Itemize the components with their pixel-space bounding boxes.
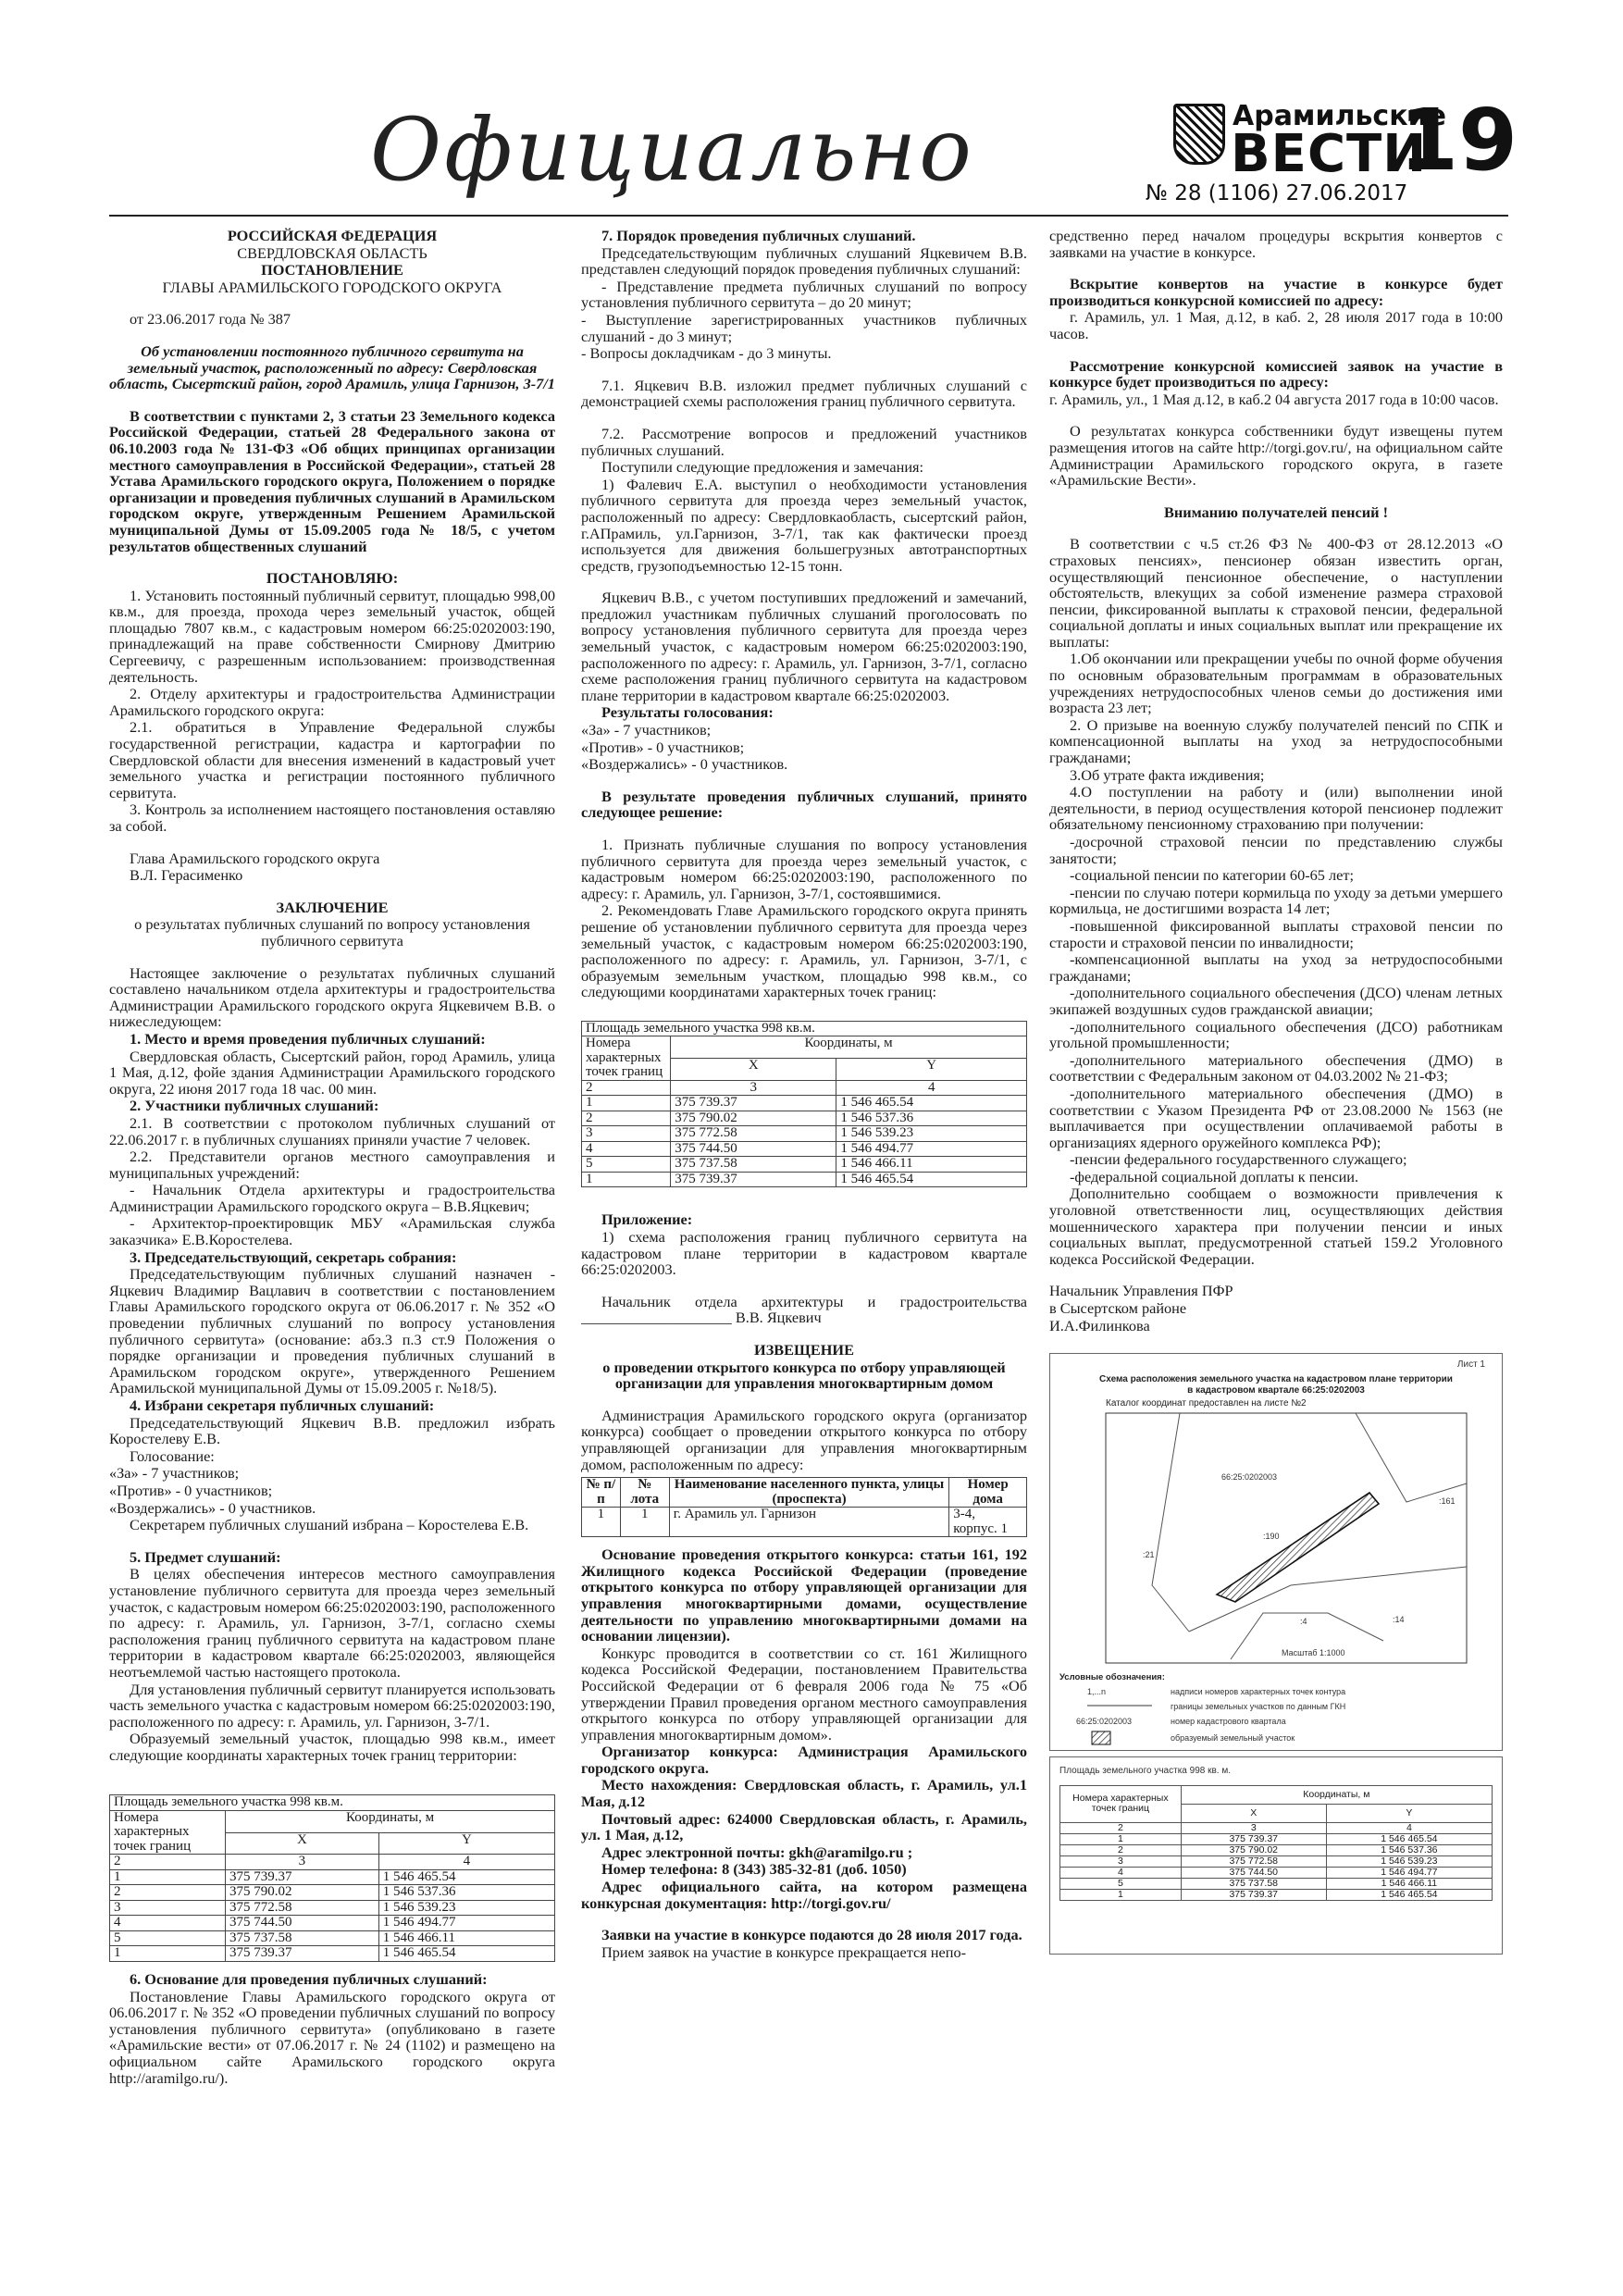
table-header: X <box>226 1832 379 1855</box>
paragraph: Для установления публичный сервитут планируется использовать часть земельного участка с кадастровым номером 66:25:0202003:190, расположенного по адресу: г. Арамиль, ул. Гарнизон, 3-7/1. <box>109 1680 555 1731</box>
coat-of-arms-icon <box>1173 104 1225 165</box>
table-row: 1 375 739.37 1 546 465.54 <box>1060 1833 1493 1844</box>
sheet-label: Лист 1 <box>1456 1359 1485 1371</box>
table-row: 3 375 772.58 1 546 539.23 <box>1060 1855 1493 1867</box>
section-title: Официально <box>370 100 974 201</box>
table-header: Номера характерных точек границ <box>110 1810 226 1855</box>
list-item: 4.О поступлении на работу и (или) выполнении иной деятельности, в период осуществления которой пенсионер подлежит обязательному пенсионному страхованию при получении: <box>1049 783 1503 834</box>
list-item: -пенсии федерального государственного служащего; <box>1070 1150 1407 1169</box>
signature: И.А.Филинкова <box>1049 1316 1150 1334</box>
subheading: Приложение: <box>601 1210 693 1229</box>
list-item: -дополнительного материального обеспечения (ДМО) в соответствии с Указом Президента РФ от 23.08.2000 № 1563 (не выплачивается при осуществлении оплачиваемой работы в организациях ядерного оружейного комплекса РФ); <box>1049 1084 1503 1151</box>
paragraph: Яцкевич В.В., с учетом поступивших предложений и замечаний, предложил участникам публичных слушаний проголосовать по вопросу установления публичного сервитута для проезда через земельный участок, с кадастровым номером 66:25:0202003:190, расположенного по адресу: г. Арамиль, ул. Гарнизон, 3-7/1, согласно схеме расположения границ публичного сервитута на кадастровом плане территории в кадастровом квартале 66:25:0202003. <box>581 589 1027 704</box>
signature-name: В.Л. Герасименко <box>130 866 243 885</box>
paragraph: 1. Признать публичные слушания по вопросу установления публичного сервитута для проезда через земельный участок, с кадастровым номером 66:25:0202003:190, расположенного по адресу: г. Арамиль, ул. Гарнизон, 3-7/1, состоявшимися. <box>581 836 1027 902</box>
paragraph: средственно перед началом процедуры вскрытия конвертов с заявками на участие в конкурсе. <box>1049 228 1503 261</box>
list-item: -компенсационной выплаты на уход за нетрудоспособными гражданами; <box>1049 950 1503 985</box>
paragraph: Голосование: <box>130 1446 215 1465</box>
scheme-sheet-2 <box>1049 1756 1503 1955</box>
parcel-label: :21 <box>1143 1550 1155 1560</box>
preamble: В соответствии с пунктами 2, 3 статьи 23 Земельного кодекса Российской Федерации, статьей 28 Федерального закона от 06.10.2003 года № 131-ФЗ «Об общих принципах организации местного самоуправления в Российской Федерации», статьей 28 Устава Арамильского городского округа, Положением о порядке организации и проведения публичных слушаний в Арамильском городском округе, утвержденным Решением Арамильской муниципальной Думы от 15.09.2005 года № 18/5, с учетом результатов общественных слушаний <box>109 406 555 555</box>
logo-top-text: Арамильские <box>1233 100 1446 132</box>
signature: Начальник Управления ПФР <box>1049 1282 1233 1300</box>
paragraph: 1) Фалевич Е.А. выступил о необходимости установления публичного сервитута для проезда через земельный участок, расположенный по адресу: Свердловкаобласть, сысертский район, г.АПрамиль, ул.Гарнизон, 3-7/1, так как фактически проезд используется для движения большегрузных автотранспортных средств, грузоподъемностью 12-15 тонн. <box>581 475 1027 575</box>
table-row: 2 375 790.02 1 546 537.36 <box>1060 1844 1493 1855</box>
doc-header-4: ГЛАВЫ АРАМИЛЬСКОГО ГОРОДСКОГО ОКРУГА <box>162 278 502 296</box>
scheme-drawing <box>1050 1354 1502 1750</box>
svg-text:номер кадастрового квартала: номер кадастрового квартала <box>1171 1717 1286 1727</box>
table-row: 5 375 737.58 1 546 466.11 <box>110 1930 555 1946</box>
page-header <box>0 0 1623 222</box>
cadastral-scheme <box>1049 1353 1503 1751</box>
coords-table-3: Номера характерных точек границ Координаты, м X Y 2 3 4 1 375 739.37 1 546 465.54 2 375 790.02 1 546 537.36 3 375 772.58 1 546 539.23 4 375 744.50 1 546 494.77 5 375 737.58 1 546 466.11 1 375 739.37 1 546 465.54 <box>1059 1785 1493 1901</box>
table-row: 5 375 737.58 1 546 466.11 <box>582 1157 1027 1173</box>
scheme-title-2: в кадастровом квартале 66:25:0202003 <box>1187 1385 1365 1396</box>
svg-text:66:25:0202003: 66:25:0202003 <box>1076 1717 1133 1727</box>
paragraph: Председательствующим публичных слушаний Яцкевичем В.В. представлен следующий порядок проведения публичных слушаний: <box>581 243 1027 279</box>
paragraph: Номер телефона: 8 (343) 385-32-81 (доб. 1050) <box>601 1860 907 1879</box>
subheading: 1. Место и время проведения публичных слушаний: <box>130 1029 486 1048</box>
table-header: Координаты, м <box>671 1036 1027 1059</box>
signature: Начальник отдела архитектуры и градостроительства ____________________ В.В. Яцкевич <box>581 1292 1027 1327</box>
paragraph: г. Арамиль, ул., 1 Мая д.12, в каб.2 04 августа 2017 года в 10:00 часов. <box>1049 390 1499 408</box>
paragraph: Секретарем публичных слушаний избрана – Коростелева Е.В. <box>130 1516 529 1534</box>
signature: в Сысертском районе <box>1049 1299 1187 1318</box>
table-header: X <box>671 1059 836 1081</box>
issue-info: № 28 (1106) 27.06.2017 <box>1146 181 1408 205</box>
table-row: 1 375 739.37 1 546 465.54 <box>582 1096 1027 1111</box>
subheading: В результате проведения публичных слушаний, принято следующее решение: <box>581 787 1027 822</box>
parcel-label: :14 <box>1393 1615 1405 1625</box>
paragraph: Администрация Арамильского городского округа (организатор конкурса) сообщает о проведении открытого конкурса по отбору управляющей организации для управления многоквартирным домом, расположенным по адресу: <box>581 1406 1027 1473</box>
paragraph: 1. Установить постоянный публичный сервитут, площадью 998,00 кв.м., для проезда, прохода через земельный участок, общей площадью 7807 кв.м., с кадастровым номером 66:25:0202003:190, принадлежащий на праве собственности Смирнову Дмитрию Сергеевичу, с разрешенным использованием: производственная деятельность. <box>109 586 555 686</box>
scale-label: Масштаб 1:1000 <box>1282 1648 1345 1658</box>
parcel-label: :190 <box>1263 1532 1280 1542</box>
list-item: 3.Об утрате факта иждивения; <box>1070 765 1265 784</box>
list-item: -дополнительного социального обеспечения (ДСО) членам летных экипажей воздушных судов гражданской авиации; <box>1049 984 1503 1018</box>
table-caption: Площадь земельного участка 998 кв. м. <box>1059 1766 1231 1777</box>
paragraph: Заявки на участие в конкурсе подаются до 28 июля 2017 года. <box>601 1926 1022 1944</box>
svg-text:надписи номеров характерных то: надписи номеров характерных точек контура <box>1171 1687 1346 1697</box>
table-row: 1 375 739.37 1 546 465.54 <box>110 1869 555 1885</box>
paragraph: Конкурс проводится в соответствии со ст. 161 Жилищного кодекса Российской Федерации, постановлением Правительства Российской Федерации от 6 февраля 2006 года № 75 «Об утверждении Правил проведения органом местного самоуправления открытого конкурса по отбору управляющей организации для управления многоквартирным домом». <box>581 1644 1027 1744</box>
vote-line: «Воздержались» - 0 участников. <box>109 1498 316 1517</box>
paragraph: Свердловская область, Сысертский район, город Арамиль, улица 1 Мая, д.12, фойе здания Администрации Арамильского городского округа, 22 июня 2017 года 18 час. 00 мин. <box>109 1047 555 1098</box>
paragraph: О результатах конкурса собственники будут извещены путем размещения итогов на сайте http://torgi.gov.ru/, на официальном сайте Администрации Арамильского городского округа, в газете «Арамильские Вести». <box>1049 422 1503 490</box>
vote-line: «Против» - 0 участников; <box>581 738 745 756</box>
notice-title: ИЗВЕЩЕНИЕ <box>754 1341 854 1359</box>
paragraph: Дополнительно сообщаем о возможности привлечения к уголовной ответственности лиц, осуществляющих действия мошеннического характера при получении пенсии и иных социальных выплат, предусмотренной статьей 159.2 Уголовного кодекса Российской Федерации. <box>1049 1185 1503 1268</box>
doc-header-3: ПОСТАНОВЛЕНИЕ <box>261 261 403 279</box>
paragraph: В целях обеспечения интересов местного самоуправления установление публичного сервитута для проезда через земельный участок, с кадастровым номером 66:25:0202003:190, расположенного по адресу: г. Арамиль, ул. Гарнизон, 3-7/1, согласно схемы расположения границ публичного сервитута на кадастровом плане территории в кадастровом квартале 66:25:0202003, являющейся неотъемлемой частью настоящего протокола. <box>109 1565 555 1681</box>
table-header: Y <box>378 1832 554 1855</box>
subheading: 4. Избрани секретаря публичных слушаний: <box>130 1396 435 1414</box>
subheading: 5. Предмет слушаний: <box>130 1547 281 1566</box>
table-cell: 2 <box>110 1855 226 1870</box>
table-header: Наименование населенного пункта, улицы (проспекта) <box>669 1478 949 1508</box>
quarter-label: 66:25:0202003 <box>1221 1472 1278 1483</box>
paragraph: Настоящее заключение о результатах публичных слушаний составлено начальником отдела архитектуры и градостроительства Администрации Арамильского городского округа Яцкевичем В.В. о нижеследующем: <box>109 963 555 1031</box>
doc-date: от 23.06.2017 года № 387 <box>130 310 291 329</box>
table-cell: 3 <box>671 1080 836 1096</box>
coords-table-2 <box>581 1021 1027 1188</box>
table-row: 1 375 739.37 1 546 465.54 <box>582 1172 1027 1187</box>
table-header: № лота <box>620 1478 669 1508</box>
vote-line: «За» - 7 участников; <box>109 1464 240 1483</box>
subheading: 7. Порядок проведения публичных слушаний. <box>601 228 916 244</box>
table-header: Номер дома <box>949 1478 1027 1508</box>
table-row: 4 375 744.50 1 546 494.77 <box>582 1141 1027 1157</box>
parcel-label: :161 <box>1439 1496 1456 1507</box>
paragraph: Прием заявок на участие в конкурсе прекращается непо- <box>601 1942 967 1961</box>
table-header: Координаты, м <box>226 1810 555 1832</box>
column-2 <box>581 228 1027 2264</box>
list-item: 1.Об окончании или прекращении учебы по очной форме обучения по основным образовательным программам в образовательных учреждениях нетрудоспособных членов семьи до достижения ими возраста 23 лет; <box>1049 650 1503 717</box>
vote-line: «Против» - 0 участников; <box>109 1481 273 1499</box>
list-item: 2. О призыве на военную службу получателей пенсий по СПК и компенсационной выплаты на уход за нетрудоспособными гражданами; <box>1049 715 1503 767</box>
table-row: 5 375 737.58 1 546 466.11 <box>1060 1878 1493 1889</box>
doc-title: Об установлении постоянного публичного сервитута на земельный участок, расположенный по адресу: Свердловская область, Сысертский район, город Арамиль, улица Гарнизон, 3-7/1 <box>109 341 555 393</box>
list-item: -федеральной социальной доплаты к пенсии. <box>1070 1167 1359 1185</box>
table-row: 3 375 772.58 1 546 539.23 <box>582 1126 1027 1142</box>
table-row: 1 375 739.37 1 546 465.54 <box>110 1946 555 1962</box>
svg-text:образуемый земельный участок: образуемый земельный участок <box>1171 1733 1295 1744</box>
paragraph: Председательствующий Яцкевич В.В. предложил избрать Коростелеву Е.В. <box>109 1413 555 1448</box>
table-cell: 4 <box>378 1855 554 1870</box>
header-rule <box>109 215 1508 217</box>
doc-header-2: СВЕРДЛОВСКАЯ ОБЛАСТЬ <box>237 243 427 262</box>
doc-header-1: РОССИЙСКАЯ ФЕДЕРАЦИЯ <box>227 228 438 244</box>
coords-table-1 <box>109 1794 555 1962</box>
subheading: 3. Председательствующий, секретарь собрания: <box>130 1247 457 1266</box>
table-cell: 2 <box>582 1080 671 1096</box>
subheading: Рассмотрение конкурсной комиссией заявок на участие в конкурсе будет производиться по адресу: <box>1049 356 1503 391</box>
lot-table <box>581 1477 1027 1537</box>
paragraph: 2. Рекомендовать Главе Арамильского городского округа принять решение об установлении публичного сервитута для проезда через земельный участок, с кадастровым номером 66:25:0202003:190, расположенного по адресу: г. Арамиль, ул. Гарнизон, 3-7/1, с образуемым земельным участком, площадью 998 кв.м., со следующими координатами характерных точек границ: <box>581 901 1027 1001</box>
paragraph: 2.2. Представители органов местного самоуправления и муниципальных учреждений: <box>109 1148 555 1182</box>
table-row: 3 375 772.58 1 546 539.23 <box>110 1900 555 1916</box>
table-row: 4 375 744.50 1 546 494.77 <box>110 1916 555 1931</box>
paragraph: Основание проведения открытого конкурса: статьи 161, 192 Жилищного кодекса Российской Федерации (проведение открытого конкурса по отбору управляющей организации для управления многоквартирными домами, осуществление деятельности по управлению многоквартирными домами на основании лицензии). <box>581 1545 1027 1645</box>
vote-line: «За» - 7 участников; <box>581 721 712 739</box>
table-row: 1 1 г. Арамиль ул. Гарнизон 3-4, корпус. 1 <box>582 1508 1027 1537</box>
table-header: Y <box>836 1059 1027 1081</box>
subheading: Вскрытие конвертов на участие в конкурсе будет производиться конкурсной комиссией по адресу: <box>1049 275 1503 309</box>
paragraph: Адрес официального сайта, на котором размещена конкурсная документация: http://torgi.gov.ru/ <box>581 1878 1027 1912</box>
signature-title: Глава Арамильского городского округа <box>130 849 380 867</box>
paragraph: Председательствующим публичных слушаний назначен - Яцкевич Владимир Вацлавич в соответствии с постановлением Главы Арамильского городского округа от 06.06.2017 г. № 352 «О проведении публичных слушаний по вопросу установления публичного сервитута» (основание: абз.3 п.3 ст.9 Положения о порядке организации и проведения публичных слушаний в Арамильском городском округе», утвержденного Решением Арамильской муниципальной Думы от 15.09.2005 г. №18/5). <box>109 1265 555 1397</box>
page-number: 19 <box>1399 91 1518 190</box>
subheading: Результаты голосования: <box>601 703 774 722</box>
paragraph: 2.1. В соответствии с протоколом публичных слушаний от 22.06.2017 г. в публичных слушаниях приняли участие 7 человек. <box>109 1113 555 1148</box>
list-item: -дополнительного материального обеспечения (ДМО) в соответствии с Федеральным законом от 04.03.2002 № 21-ФЗ; <box>1049 1050 1503 1086</box>
paragraph: - Начальник Отдела архитектуры и градостроительства Администрации Арамильского городского округа – В.В.Яцкевич; <box>109 1181 555 1215</box>
table-row: 2 375 790.02 1 546 537.36 <box>582 1111 1027 1126</box>
table-cell: 3 <box>226 1855 379 1870</box>
paragraph: - Вопросы докладчикам - до 3 минуты. <box>581 344 832 363</box>
scheme-subtitle: Каталог координат предоставлен на листе №2 <box>1106 1398 1307 1409</box>
paragraph: - Представление предмета публичных слушаний по вопросу установления публичного сервитута – до 20 минут; <box>581 277 1027 312</box>
parcel-label: :4 <box>1300 1617 1307 1627</box>
list-item: -социальной пенсии по категории 60-65 лет; <box>1070 866 1354 885</box>
conclusion-subtitle: о результатах публичных слушаний по вопросу установления публичного сервитута <box>134 915 530 949</box>
table-header: Номера характерных точек границ <box>582 1036 671 1081</box>
table-caption: Площадь земельного участка 998 кв.м. <box>582 1021 1027 1036</box>
table-row: 4 375 744.50 1 546 494.77 <box>1060 1867 1493 1878</box>
list-item: -пенсии по случаю потери кормильца по уходу за детьми умершего кормильца, не достигшими возраста 14 лет; <box>1049 883 1503 918</box>
paragraph: Организатор конкурса: Администрация Арамильского городского округа. <box>581 1743 1027 1777</box>
paragraph: 7.1. Яцкевич В.В. изложил предмет публичных слушаний с демонстрацией схемы расположения границ публичного сервитута. <box>581 376 1027 411</box>
paragraph: Почтовый адрес: 624000 Свердловская область, г. Арамиль, ул. 1 Мая, д.12, <box>581 1809 1027 1844</box>
list-item: -повышенной фиксированной выплаты страховой пенсии по старости и страховой пенсии по инвалидности; <box>1049 916 1503 951</box>
paragraph: 2. Отделу архитектуры и градостроительства Администрации Арамильского городского округа: <box>109 685 555 719</box>
scheme-title: Схема расположения земельного участка на кадастровом плане территории <box>1099 1374 1453 1385</box>
list-item: -досрочной страховой пенсии по представлению службы занятости; <box>1049 833 1503 867</box>
svg-text:границы земельных участков по: границы земельных участков по данным ГКН <box>1171 1702 1346 1712</box>
paragraph: 3. Контроль за исполнением настоящего постановления оставляю за собой. <box>109 800 555 835</box>
table-header: № п/п <box>582 1478 621 1508</box>
logo-main-text: ВЕСТИ <box>1231 124 1428 184</box>
table-cell: 4 <box>836 1080 1027 1096</box>
vote-line: «Воздержались» - 0 участников. <box>581 755 788 774</box>
paragraph: Адрес электронной почты: gkh@aramilgo.ru ; <box>601 1843 913 1861</box>
subheading: 6. Основание для проведения публичных слушаний: <box>130 1969 488 1988</box>
paragraph: В соответствии с ч.5 ст.26 ФЗ № 400-ФЗ от 28.12.2013 «О страховых пенсиях», пенсионер обязан известить орган, осуществляющий пенсионное обеспечение, о наступлении обстоятельств, влекущих за собой изменение размера страховой пенсии, фиксированной выплаты к страховой пенсии, федеральной социальной доплаты и иных социальных выплат или прекращение их выплаты: <box>1049 535 1503 651</box>
table-row: 1 375 739.37 1 546 465.54 <box>1060 1889 1493 1900</box>
paragraph: - Выступление зарегистрированных участников публичных слушаний - до 3 минут; <box>581 310 1027 345</box>
decree-heading: ПОСТАНОВЛЯЮ: <box>266 569 399 588</box>
paragraph: 7.2. Рассмотрение вопросов и предложений участников публичных слушаний. <box>581 424 1027 459</box>
legend-title: Условные обозначения: <box>1059 1672 1165 1683</box>
paragraph: г. Арамиль, ул. 1 Мая, д.12, в каб. 2, 28 июля 2017 года в 10:00 часов. <box>1049 308 1503 342</box>
table-caption: Площадь земельного участка 998 кв.м. <box>110 1795 555 1811</box>
paragraph: 1) схема расположения границ публичного сервитута на кадастровом плане территории в кадастровом квартале 66:25:0202003. <box>581 1228 1027 1279</box>
notice-subtitle: о проведении открытого конкурса по отбору управляющей организации для управления многоквартирным домом <box>602 1358 1006 1393</box>
paragraph: 2.1. обратиться в Управление Федеральной службы государственной регистрации, кадастра и картографии по Свердловской области для внесения изменений в кадастровый учет земельного участка и регистрации постоянного публичного сервитута. <box>109 718 555 801</box>
column-3 <box>1049 228 1503 2264</box>
column-1 <box>109 228 555 2264</box>
conclusion-title: ЗАКЛЮЧЕНИЕ <box>276 898 389 916</box>
svg-text:1,...n: 1,...n <box>1087 1687 1107 1697</box>
table-row: 2 375 790.02 1 546 537.36 <box>110 1885 555 1901</box>
paragraph: Постановление Главы Арамильского городского округа от 06.06.2017 г. № 352 «О проведении публичных слушаний по вопросу установления публичного сервитута» (опубликовано в газете «Арамильские вести» от 07.06.2017 г. № 24 (1102) и размещено на официальном сайте Арамильского городского округа http://aramilgo.ru/). <box>109 1987 555 2087</box>
list-item: -дополнительного социального обеспечения (ДСО) работникам угольной промышленности; <box>1049 1017 1503 1052</box>
subheading: 2. Участники публичных слушаний: <box>130 1097 379 1115</box>
paragraph: Образуемый земельный участок, площадью 998 кв.м., имеет следующие координаты характерных точек границ территории: <box>109 1730 555 1764</box>
pension-title: Вниманию получателей пенсий ! <box>1163 503 1388 521</box>
paragraph: Место нахождения: Свердловская область, г. Арамиль, ул.1 Мая, д.12 <box>581 1776 1027 1811</box>
paragraph: Поступили следующие предложения и замечания: <box>601 458 924 477</box>
paragraph: - Архитектор-проектировщик МБУ «Арамильская служба заказчика» Е.В.Коростелева. <box>109 1214 555 1249</box>
